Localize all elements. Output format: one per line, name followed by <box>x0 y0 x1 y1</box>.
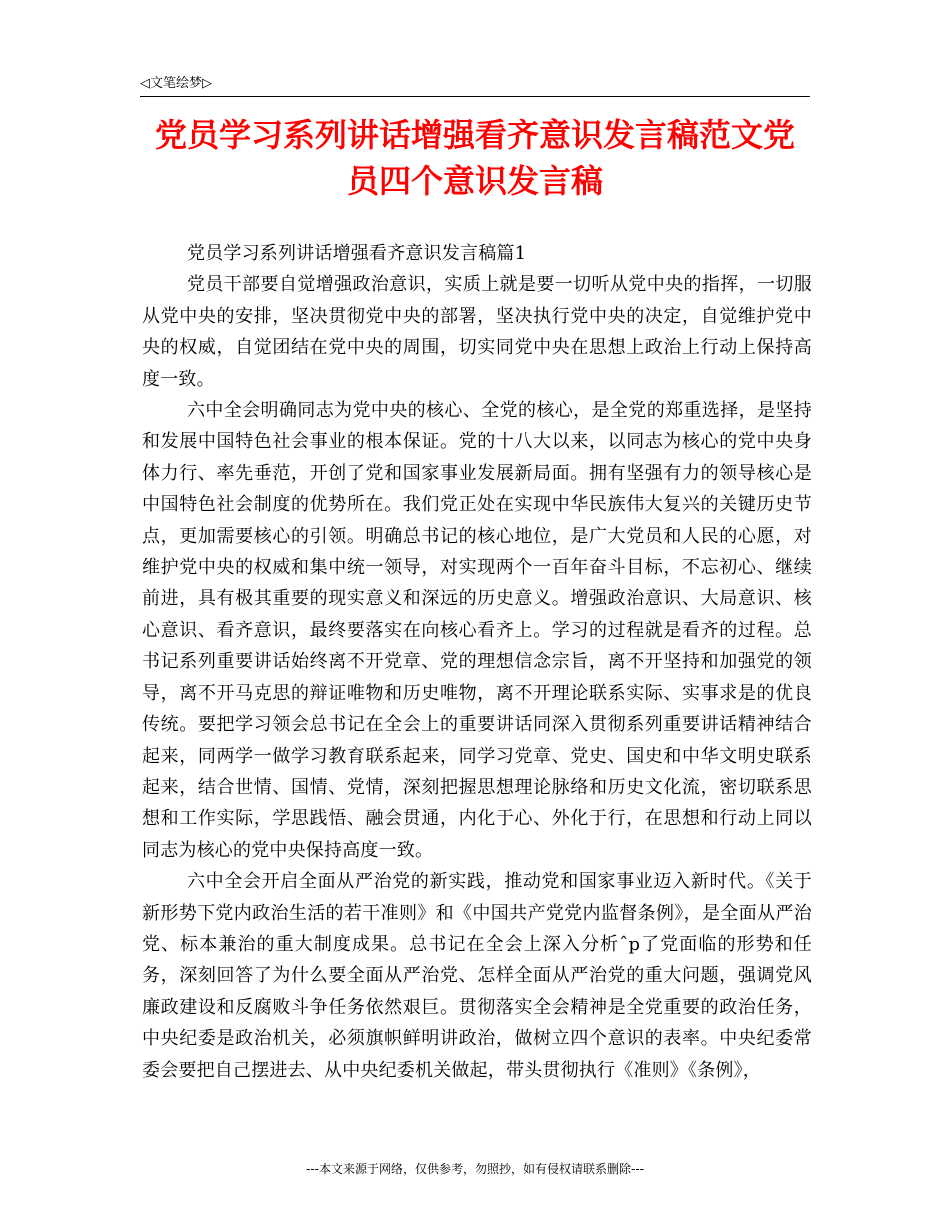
document-title <box>140 112 810 204</box>
document-body <box>142 238 812 1086</box>
body-paragraph: 六中全会开启全面从严治党的新实践，推动党和国家事业迈入新时代。《关于新形势下党内政治生活的若干准则》和《中国共产党党内监督条例》，是全面从严治党、标本兼治的重大制度成果。总书记在全会上深入分析ˆp了党面临的形势和任务，深刻回答了为什么要全面从严治党、怎样全面从严治党的重大问题，强调党风廉政建设和反腐败斗争任务依然艰巨。贯彻落实全会精神是全党重要的政治任务，中央纪委是政治机关，必须旗帜鲜明讲政治，做树立四个意识的表率。中央纪委常委会要把自己摆进去、从中央纪委机关做起，带头贯彻执行《准则》《条例》， <box>142 871 812 1081</box>
body-paragraph: 党员干部要自觉增强政治意识，实质上就是要一切听从党中央的指挥，一切服从党中央的安排，坚决贯彻党中央的部署，坚决执行党中央的决定，自觉维护党中央的权威，自觉团结在党中央的周围，切实同党中央在思想上政治上行动上保持高度一致。 <box>142 274 812 390</box>
title-line-1: 党员学习系列讲话增强看齐意识发言稿范文党 <box>154 116 795 154</box>
body-paragraph: 六中全会明确同志为党中央的核心、全党的核心，是全党的郑重选择，是坚持和发展中国特色社会事业的根本保证。党的十八大以来，以同志为核心的党中央身体力行、率先垂范，开创了党和国家事业发展新局面。拥有坚强有力的领导核心是中国特色社会制度的优势所在。我们党正处在实现中华民族伟大复兴的关键历史节点，更加需要核心的引领。明确总书记的核心地位，是广大党员和人民的心愿，对维护党中央的权威和集中统一领导，对实现两个一百年奋斗目标，不忘初心、继续前进，具有极其重要的现实意义和深远的历史意义。增强政治意识、大局意识、核心意识、看齐意识，最终要落实在向核心看齐上。学习的过程就是看齐的过程。总书记系列重要讲话始终离不开党章、党的理想信念宗旨，离不开坚持和加强党的领导，离不开马克思的辩证唯物和历史唯物，离不开理论联系实际、实事求是的优良传统。要把学习领会总书记在全会上的重要讲话同深入贯彻系列重要讲话精神结合起来，同两学一做学习教育联系起来，同学习党章、党史、国史和中华文明史联系起来，结合世情、国情、党情，深刻把握思想理论脉络和历史文化流，密切联系思想和工作实际，学思践悟、融会贯通，内化于心、外化于行，在思想和行动上同以同志为核心的党中央保持高度一致。 <box>142 400 812 861</box>
section-heading: 党员学习系列讲话增强看齐意识发言稿篇1 <box>187 243 527 264</box>
header-brand-text: ◁文笔绘梦▷ <box>140 76 212 91</box>
page-header <box>140 74 810 97</box>
title-line-2: 员四个意识发言稿 <box>346 162 603 200</box>
page-footer: ---本文来源于网络，仅供参考，勿照抄，如有侵权请联系删除--- <box>306 1162 644 1176</box>
